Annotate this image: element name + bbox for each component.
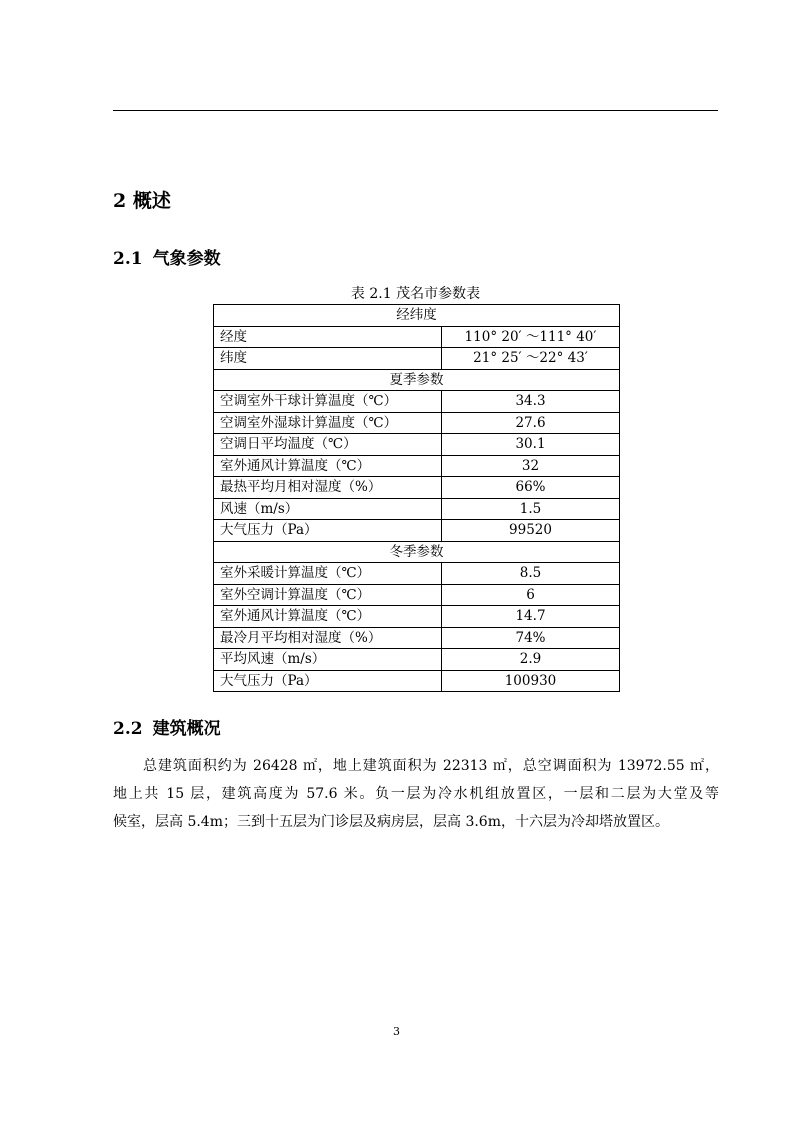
param-value: 6 (442, 584, 620, 606)
param-label: 空调室外湿球计算温度（℃） (214, 412, 442, 434)
param-label: 室外空调计算温度（℃） (214, 584, 442, 606)
param-label: 平均风速（m/s） (214, 649, 442, 671)
param-value: 14.7 (442, 606, 620, 628)
subsection-title: 建筑概况 (152, 719, 221, 739)
param-label: 最热平均月相对湿度（%） (214, 477, 442, 499)
param-value: 21° 25′ ～22° 43′ (442, 348, 620, 370)
page-number: 3 (393, 1025, 400, 1038)
param-label: 风速（m/s） (214, 498, 442, 520)
table-row (214, 412, 620, 434)
subsection-title: 气象参数 (152, 249, 221, 269)
param-value: 30.1 (442, 434, 620, 456)
param-label: 室外通风计算温度（℃） (214, 606, 442, 628)
table-section-title: 冬季参数 (214, 541, 620, 563)
param-label: 经度 (214, 326, 442, 348)
paragraph-line: 总建筑面积约为 26428 ㎡，地上建筑面积为 22313 ㎡，总空调面积为 13972.55 ㎡， (143, 758, 719, 774)
table-section-row (214, 305, 620, 327)
param-value: 74% (442, 627, 620, 649)
param-label: 空调日平均温度（℃） (214, 434, 442, 456)
param-label: 空调室外干球计算温度（℃） (214, 391, 442, 413)
param-value: 32 (442, 455, 620, 477)
table-row (214, 348, 620, 370)
subsection-number: 2.1 (113, 249, 143, 269)
param-value: 110° 20′ ～111° 40′ (442, 326, 620, 348)
param-label: 室外通风计算温度（℃） (214, 455, 442, 477)
param-value: 99520 (442, 520, 620, 542)
table-row (214, 584, 620, 606)
table-row (214, 455, 620, 477)
table-row (214, 670, 620, 692)
param-value: 34.3 (442, 391, 620, 413)
param-value: 66% (442, 477, 620, 499)
param-value: 8.5 (442, 563, 620, 585)
table-row (214, 391, 620, 413)
paragraph-line: 地上共 15 层，建筑高度为 57.6 米。负一层为冷水机组放置区，一层和二层为大堂及等 (113, 786, 719, 802)
param-label: 大气压力（Pa） (214, 520, 442, 542)
table-row (214, 498, 620, 520)
section-title: 概述 (132, 190, 171, 212)
table-caption: 表 2.1 茂名市参数表 (350, 286, 481, 302)
table-section-title: 经纬度 (214, 305, 620, 327)
table-section-row (214, 369, 620, 391)
table-row (214, 520, 620, 542)
table-row (214, 477, 620, 499)
table-row (214, 563, 620, 585)
table-section-row (214, 541, 620, 563)
parameter-table (213, 304, 620, 692)
table-row (214, 434, 620, 456)
table-section-title: 夏季参数 (214, 369, 620, 391)
param-value: 1.5 (442, 498, 620, 520)
param-value: 100930 (442, 670, 620, 692)
header-rule (113, 110, 718, 111)
subsection-number: 2.2 (113, 719, 143, 739)
section-number: 2 (113, 190, 127, 212)
param-label: 纬度 (214, 348, 442, 370)
subsection-heading-weather (113, 248, 221, 270)
table-row (214, 606, 620, 628)
subsection-heading-building (113, 718, 221, 740)
param-label: 室外采暖计算温度（℃） (214, 563, 442, 585)
building-overview-paragraph (113, 752, 719, 836)
table-row (214, 627, 620, 649)
param-label: 大气压力（Pa） (214, 670, 442, 692)
section-heading (113, 189, 171, 213)
param-value: 27.6 (442, 412, 620, 434)
table-row (214, 649, 620, 671)
param-label: 最冷月平均相对湿度（%） (214, 627, 442, 649)
table-row (214, 326, 620, 348)
param-value: 2.9 (442, 649, 620, 671)
paragraph-line: 候室，层高 5.4m；三到十五层为门诊层及病房层，层高 3.6m，十六层为冷却塔放置区。 (113, 814, 669, 830)
